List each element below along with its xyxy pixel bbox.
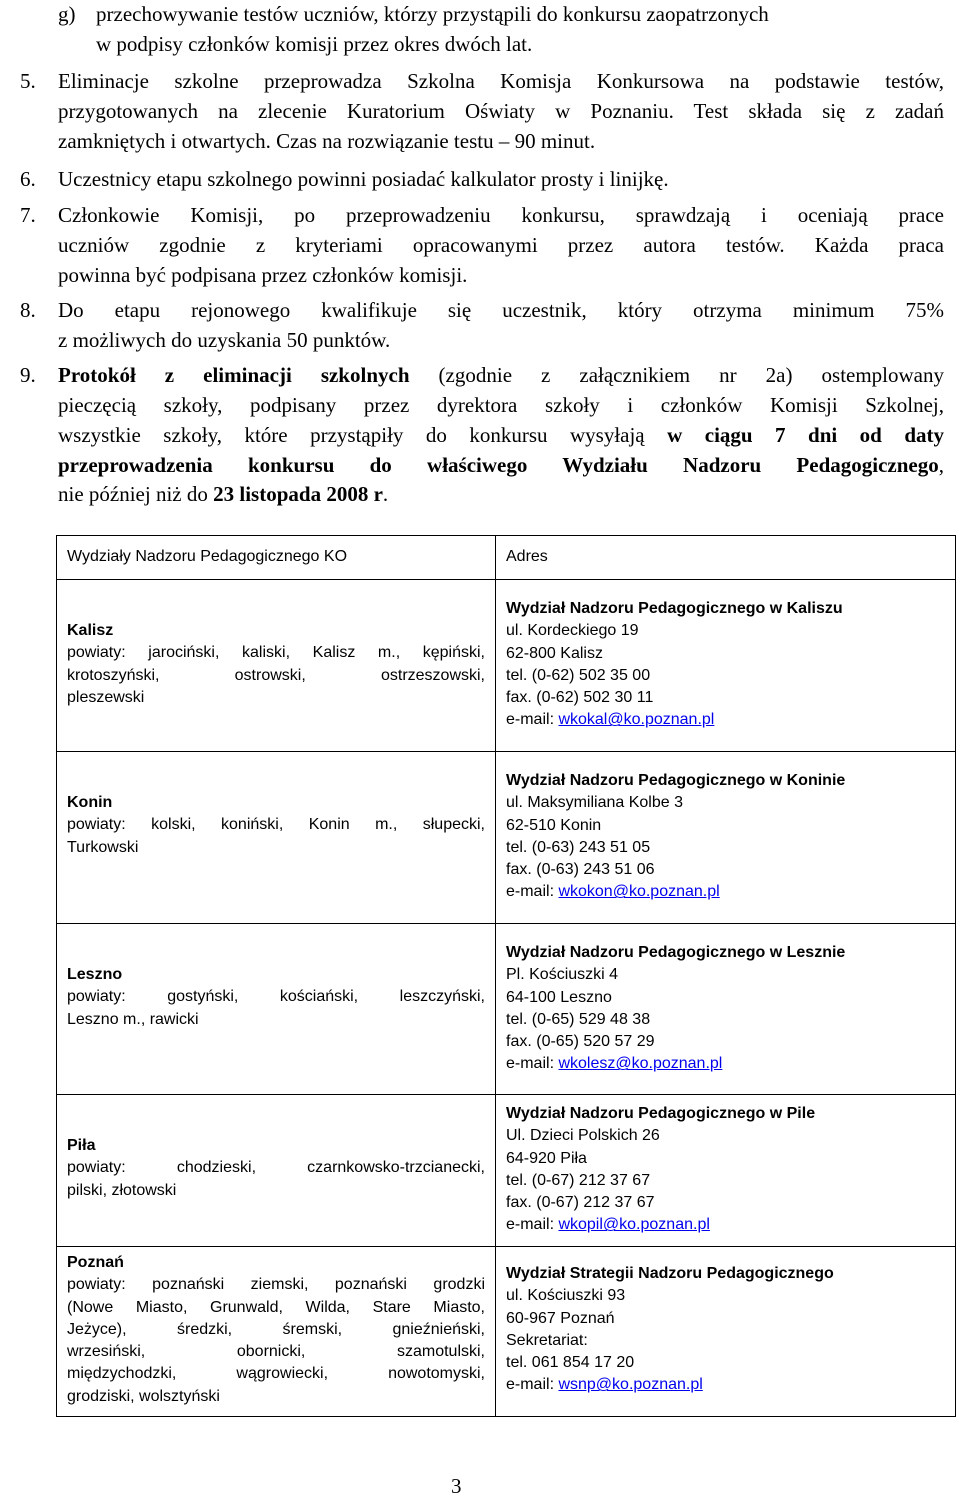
deadline-text: przeprowadzenia konkursu do właściwego Wydziału Nadzoru Pedagogicznego — [58, 453, 939, 477]
table-row — [57, 580, 956, 752]
table-row — [57, 1247, 956, 1417]
item-text: . — [382, 482, 389, 506]
item-text: , — [938, 453, 944, 477]
item-text-line: Członkowie Komisji, po przeprowadzeniu konkursu, sprawdzają i oceniają prace — [58, 203, 944, 227]
region-counties: pleszewski — [67, 688, 145, 706]
item-text-line: pieczęcią szkoły, podpisany przez dyrektora szkoły i członków Komisji Szkolnej, — [58, 393, 944, 417]
office-tel: tel. 061 854 17 20 — [506, 1354, 635, 1372]
item-text-line: powinna być podpisana przez członków komisji. — [58, 263, 468, 287]
item-number: 5. — [20, 69, 36, 93]
office-name: Wydział Nadzoru Pedagogicznego w Lesznie — [506, 944, 846, 961]
region-counties: (Nowe Miasto, Grunwald, Wilda, Stare Miasto, — [67, 1298, 485, 1316]
item-text-line: uczniów zgodnie z kryteriami opracowanymi przez autora testów. Każda praca — [58, 233, 944, 257]
office-name: Wydział Nadzoru Pedagogicznego w Pile — [506, 1105, 816, 1122]
office-name: Wydział Nadzoru Pedagogicznego w Kaliszu — [506, 600, 843, 617]
item-text-line — [58, 451, 944, 481]
email-label: e-mail: — [506, 711, 559, 729]
header-cell — [57, 536, 496, 580]
office-postal: 64-920 Piła — [506, 1149, 587, 1167]
office-email — [506, 1053, 945, 1075]
email-label: e-mail: — [506, 1055, 559, 1073]
item-text-line: z możliwych do uzyskania 50 punktów. — [58, 328, 391, 352]
protocol-title: Protokół z eliminacji szkolnych — [58, 363, 410, 387]
office-tel: tel. (0-67) 212 37 67 — [506, 1171, 651, 1189]
office-postal: 64-100 Leszno — [506, 988, 612, 1006]
table-cell — [57, 1247, 496, 1417]
office-tel: tel. (0-63) 243 51 05 — [506, 838, 651, 856]
item-text-line: przechowywanie testów uczniów, którzy przystąpili do konkursu zaopatrzonych — [96, 2, 769, 26]
table-cell — [496, 924, 956, 1095]
region-counties: powiaty: poznański ziemski, poznański grodzki — [67, 1276, 485, 1294]
item-number: 8. — [20, 298, 36, 322]
item-text: nie później niż do — [58, 482, 214, 506]
header-label: Adres — [506, 548, 548, 566]
page-number: 3 — [451, 1474, 462, 1498]
email-link[interactable]: wkolesz@ko.poznan.pl — [558, 1055, 723, 1073]
region-counties: powiaty: kolski, koniński, Konin m., słupecki, — [67, 816, 485, 834]
office-fax: fax. (0-65) 520 57 29 — [506, 1033, 655, 1051]
table-cell — [57, 752, 496, 924]
office-street: ul. Maksymiliana Kolbe 3 — [506, 794, 683, 812]
item-text: (zgodnie z załącznikiem nr 2a) ostemplowany — [409, 363, 945, 387]
item-text-line: Eliminacje szkolne przeprowadza Szkolna Komisja Konkursowa na podstawie testów, — [58, 69, 944, 93]
region-name: Poznań — [67, 1254, 124, 1271]
office-secretariat: Sekretariat: — [506, 1331, 588, 1349]
region-counties: Jeżyce), średzki, śremski, gnieźnieński, — [67, 1320, 485, 1338]
office-email — [506, 881, 945, 903]
office-name: Wydział Strategii Nadzoru Pedagogicznego — [506, 1265, 834, 1282]
table-row — [57, 752, 956, 924]
item-text-line — [58, 421, 944, 451]
email-link[interactable]: wsnp@ko.poznan.pl — [558, 1376, 703, 1394]
office-tel: tel. (0-62) 502 35 00 — [506, 666, 651, 684]
region-name: Leszno — [67, 966, 123, 983]
office-street: Ul. Dzieci Polskich 26 — [506, 1127, 660, 1145]
office-email — [506, 1374, 945, 1396]
table-cell — [496, 752, 956, 924]
table-cell — [496, 1247, 956, 1417]
region-counties: krotoszyński, ostrowski, ostrzeszowski, — [67, 666, 485, 684]
item-text-line: zamkniętych i otwartych. Czas na rozwiązanie testu – 90 minut. — [58, 129, 596, 153]
item-text-line: Uczestnicy etapu szkolnego powinni posiadać kalkulator prosty i linijkę. — [58, 167, 669, 191]
region-name: Konin — [67, 794, 113, 811]
office-street: ul. Kordeckiego 19 — [506, 622, 639, 640]
region-counties: powiaty: chodzieski, czarnkowsko-trzcianecki, — [67, 1159, 485, 1177]
table-cell — [496, 580, 956, 752]
header-label: Wydziały Nadzoru Pedagogicznego KO — [67, 548, 348, 566]
deadline-date: 23 listopada 2008 r — [213, 482, 383, 506]
email-link[interactable]: wkokal@ko.poznan.pl — [558, 711, 715, 729]
item-text-line — [58, 480, 388, 510]
item-text-line: w podpisy członków komisji przez okres dwóch lat. — [96, 32, 533, 56]
office-fax: fax. (0-62) 502 30 11 — [506, 689, 654, 707]
region-counties: Turkowski — [67, 838, 139, 856]
region-counties: wrzesiński, obornicki, szamotulski, — [67, 1343, 485, 1361]
email-link[interactable]: wkokon@ko.poznan.pl — [558, 883, 720, 901]
table-cell — [57, 580, 496, 752]
table-row — [57, 924, 956, 1095]
item-text: wszystkie szkoły, które przystąpiły do konkursu wysyłają — [58, 423, 668, 447]
office-postal: 62-510 Konin — [506, 816, 602, 834]
item-number: g) — [58, 2, 76, 26]
item-text-line — [58, 361, 944, 391]
email-link[interactable]: wkopil@ko.poznan.pl — [558, 1216, 710, 1234]
office-email — [506, 1214, 945, 1236]
offices-table — [56, 535, 956, 1417]
office-email — [506, 709, 945, 731]
table-cell — [57, 1095, 496, 1247]
item-number: 6. — [20, 167, 36, 191]
office-name: Wydział Nadzoru Pedagogicznego w Koninie — [506, 772, 846, 789]
office-street: ul. Kościuszki 93 — [506, 1287, 626, 1305]
region-counties: grodziski, wolsztyński — [67, 1387, 220, 1405]
email-label: e-mail: — [506, 883, 559, 901]
region-counties: pilski, złotowski — [67, 1181, 177, 1199]
office-tel: tel. (0-65) 529 48 38 — [506, 1010, 651, 1028]
region-counties: powiaty: jarociński, kaliski, Kalisz m., kępiński, — [67, 644, 485, 662]
table-header-row — [57, 536, 956, 580]
table-row — [57, 1095, 956, 1247]
region-name: Kalisz — [67, 622, 114, 639]
email-label: e-mail: — [506, 1216, 559, 1234]
table-cell — [57, 924, 496, 1095]
office-postal: 62-800 Kalisz — [506, 644, 603, 662]
item-number: 7. — [20, 203, 36, 227]
item-number: 9. — [20, 363, 36, 387]
region-counties: międzychodzki, wągrowiecki, nowotomyski, — [67, 1365, 485, 1383]
region-name: Piła — [67, 1137, 96, 1154]
region-counties: Leszno m., rawicki — [67, 1010, 199, 1028]
office-fax: fax. (0-63) 243 51 06 — [506, 861, 655, 879]
item-text-line: Do etapu rejonowego kwalifikuje się uczestnik, który otrzyma minimum 75% — [58, 298, 944, 322]
office-postal: 60-967 Poznań — [506, 1309, 615, 1327]
deadline-text: w ciągu 7 dni od daty — [667, 423, 945, 447]
table-cell — [496, 1095, 956, 1247]
email-label: e-mail: — [506, 1376, 559, 1394]
office-street: Pl. Kościuszki 4 — [506, 966, 619, 984]
office-fax: fax. (0-67) 212 37 67 — [506, 1194, 655, 1212]
header-cell — [496, 536, 956, 580]
region-counties: powiaty: gostyński, kościański, leszczyński, — [67, 988, 485, 1006]
item-text-line: przygotowanych na zlecenie Kuratorium Oświaty w Poznaniu. Test składa się z zadań — [58, 99, 944, 123]
